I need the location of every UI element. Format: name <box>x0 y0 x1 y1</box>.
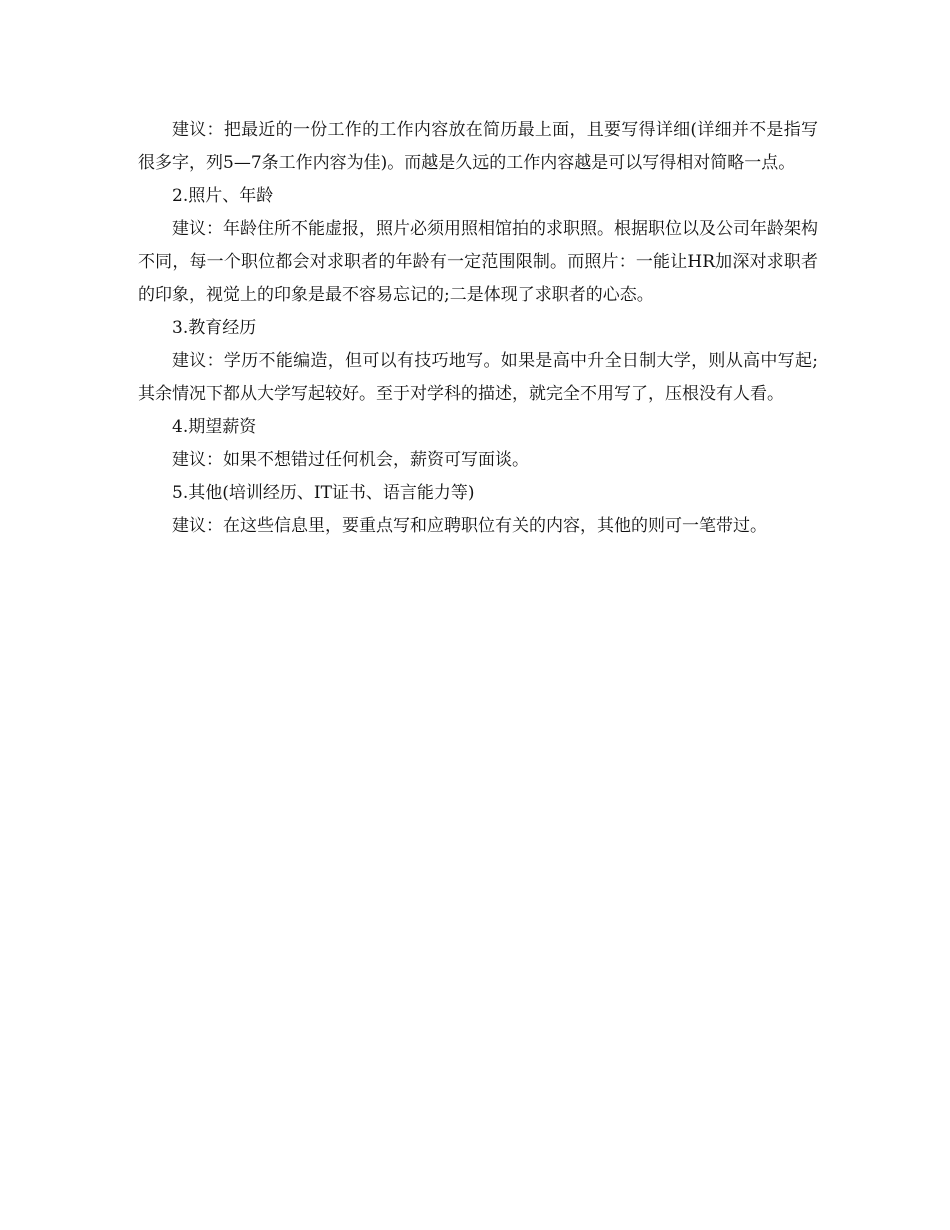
section-heading-other: 5.其他(培训经历、IT证书、语言能力等) <box>172 483 475 503</box>
document-body <box>138 114 818 543</box>
paragraph-photo-age-advice: 建议：年龄住所不能虚报，照片必须用照相馆拍的求职照。根据职位以及公司年龄架构不同，每一个职位都会对求职者的年龄有一定范围限制。而照片：一能让HR加深对求职者的印象，视觉上的印象是最不容易忘记的;二是体现了求职者的心态。 <box>138 219 818 305</box>
paragraph-education-advice: 建议：学历不能编造，但可以有技巧地写。如果是高中升全日制大学，则从高中写起;其余情况下都从大学写起较好。至于对学科的描述，就完全不用写了，压根没有人看。 <box>138 351 818 404</box>
section-heading-education: 3.教育经历 <box>172 318 257 338</box>
paragraph-work-experience-advice: 建议：把最近的一份工作的工作内容放在简历最上面，且要写得详细(详细并不是指写很多字，列5—7条工作内容为佳)。而越是久远的工作内容越是可以写得相对简略一点。 <box>138 120 818 173</box>
paragraph-salary-advice: 建议：如果不想错过任何机会，薪资可写面谈。 <box>172 450 529 470</box>
paragraph-other-advice: 建议：在这些信息里，要重点写和应聘职位有关的内容，其他的则可一笔带过。 <box>172 516 767 536</box>
section-heading-photo-age: 2.照片、年龄 <box>172 186 274 206</box>
section-heading-salary: 4.期望薪资 <box>172 417 257 437</box>
